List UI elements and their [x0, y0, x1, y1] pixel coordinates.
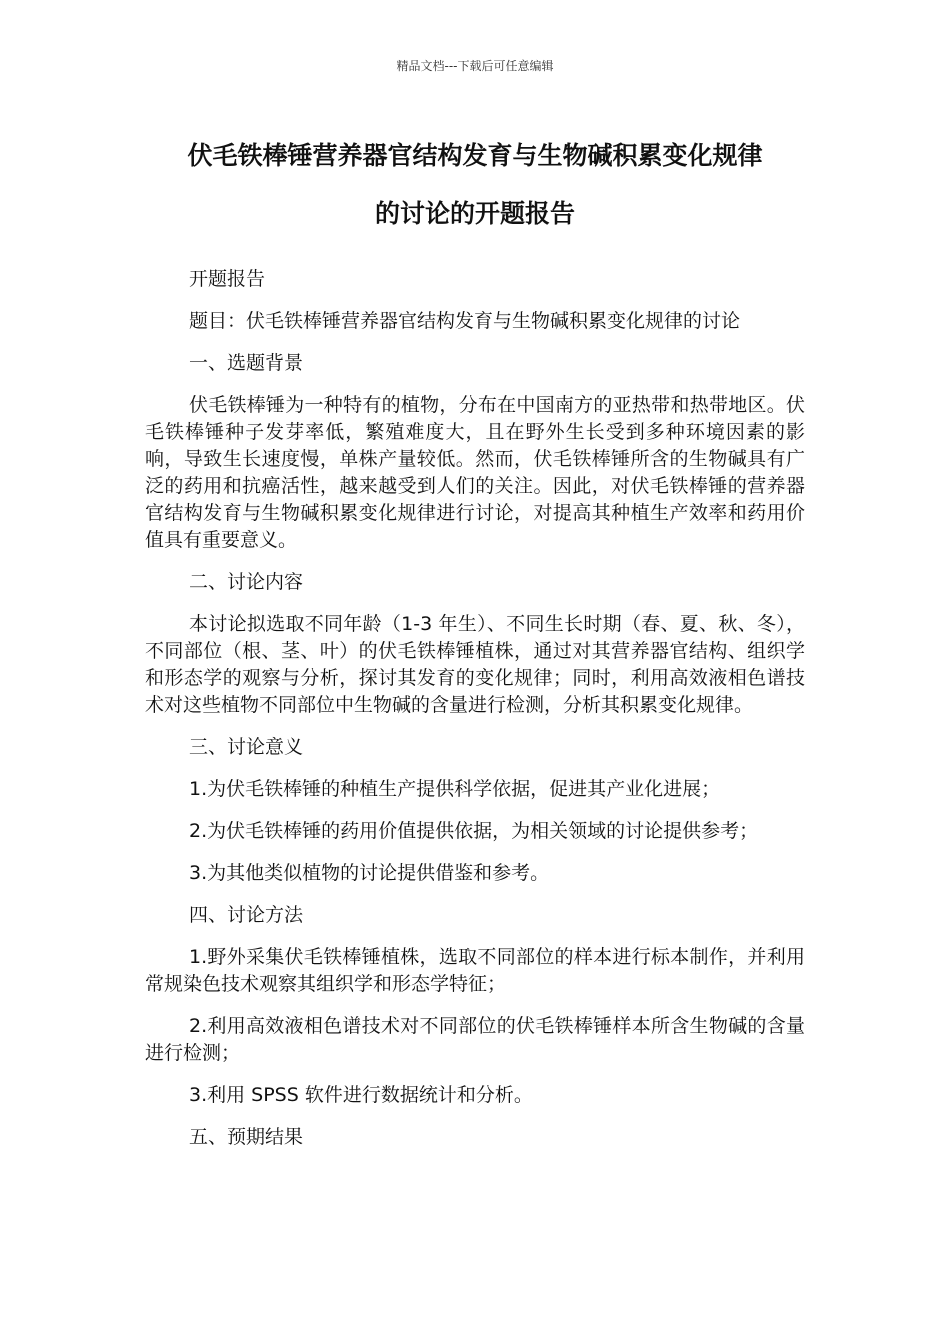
section-heading: 二、讨论内容: [189, 571, 304, 593]
title-line-1: 伏毛铁棒锤营养器官结构发育与生物碱积累变化规律: [187, 141, 763, 170]
paragraph: 本讨论拟选取不同年龄（1-3 年生）、不同生长时期（春、夏、秋、冬），不同部位（根、茎、叶）的伏毛铁棒锤植株，通过对其营养器官结构、组织学和形态学的观察与分析，探讨其发育的变化规律；同时，利用高效液相色谱技术对这些植物不同部位中生物碱的含量进行检测，分析其积累变化规律。: [145, 613, 805, 716]
list-item: 1.野外采集伏毛铁棒锤植株，选取不同部位的样本进行标本制作，并利用常规染色技术观察其组织学和形态学特征；: [145, 946, 805, 995]
document-title: [120, 127, 830, 243]
section-heading: 一、选题背景: [189, 352, 304, 374]
list-item: 3.为其他类似植物的讨论提供借鉴和参考。: [189, 862, 550, 884]
paragraph: 伏毛铁棒锤为一种特有的植物，分布在中国南方的亚热带和热带地区。伏毛铁棒锤种子发芽率低，繁殖难度大，且在野外生长受到多种环境因素的影响，导致生长速度慢，单株产量较低。然而，伏毛铁棒锤所含的生物碱具有广泛的药用和抗癌活性，越来越受到人们的关注。因此，对伏毛铁棒锤的营养器官结构发育与生物碱积累变化规律进行讨论，对提高其种植生产效率和药用价值具有重要意义。: [145, 394, 805, 551]
list-item: 1.为伏毛铁棒锤的种植生产提供科学依据，促进其产业化进展；: [189, 778, 721, 800]
list-item: 2.利用高效液相色谱技术对不同部位的伏毛铁棒锤样本所含生物碱的含量进行检测；: [145, 1015, 805, 1064]
section-heading: 三、讨论意义: [189, 736, 304, 758]
title-line-2: 的讨论的开题报告: [374, 199, 575, 228]
document-body: [145, 266, 805, 1166]
section-heading: 五、预期结果: [189, 1126, 304, 1148]
list-item: 3.利用 SPSS 软件进行数据统计和分析。: [189, 1084, 533, 1106]
paragraph: 开题报告: [189, 268, 266, 290]
list-item: 2.为伏毛铁棒锤的药用价值提供依据，为相关领域的讨论提供参考；: [189, 820, 759, 842]
page-header: 精品文档---下载后可任意编辑: [396, 59, 554, 73]
section-heading: 四、讨论方法: [189, 904, 304, 926]
paragraph: 题目：伏毛铁棒锤营养器官结构发育与生物碱积累变化规律的讨论: [189, 310, 741, 332]
